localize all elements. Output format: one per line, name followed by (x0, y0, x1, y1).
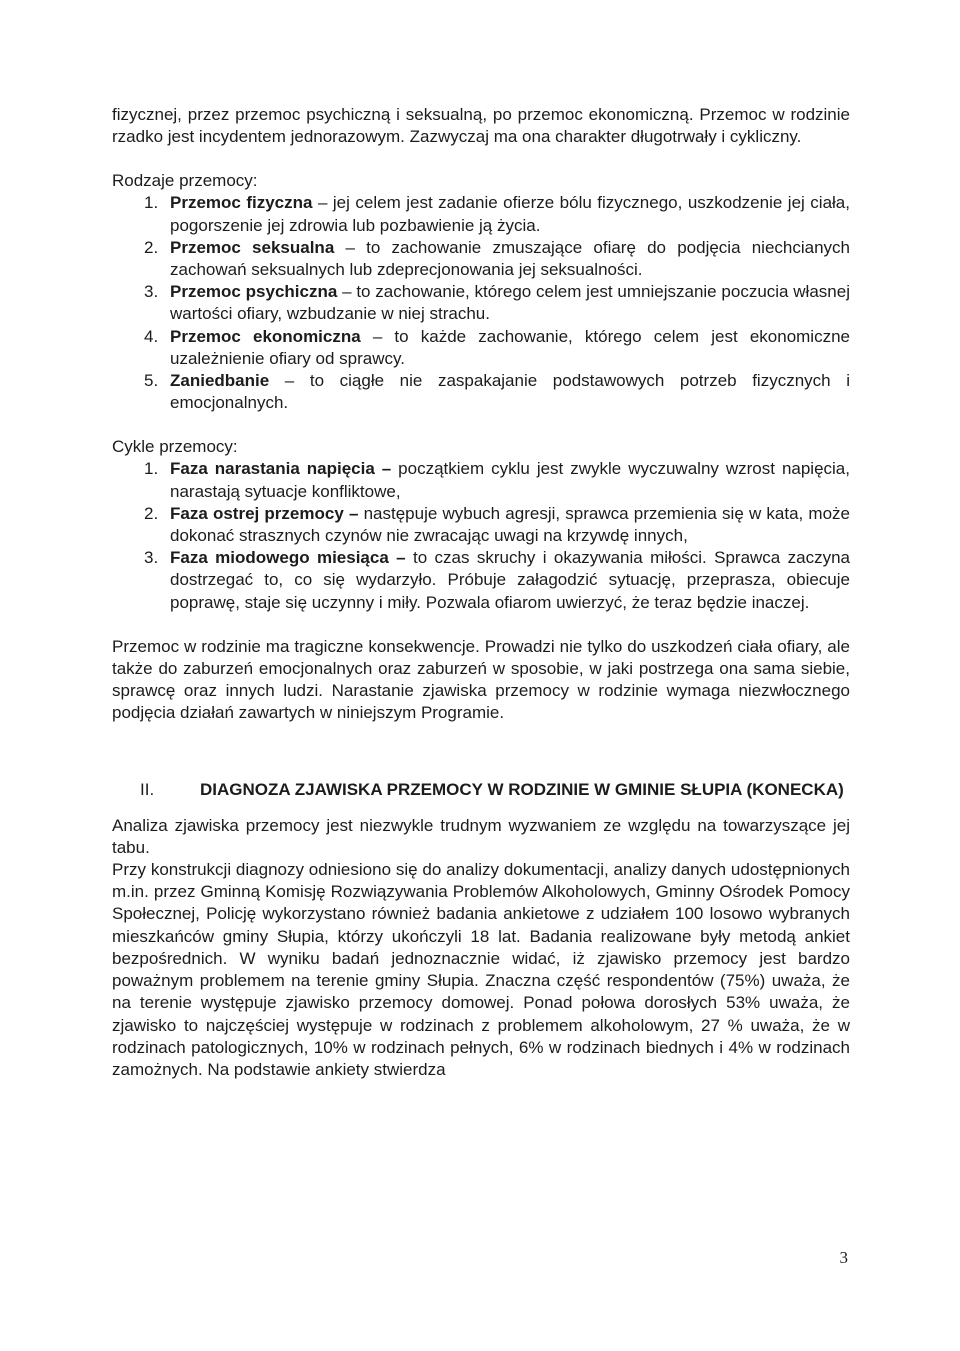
item-text: – to każde zachowanie, którego celem jest ekonomiczne uzależnienie ofiary od sprawcy. (170, 326, 850, 368)
document-page (112, 104, 850, 1081)
list-item (112, 326, 850, 370)
item-number: 1. (144, 459, 159, 479)
analysis-paragraph: Przy konstrukcji diagnozy odniesiono się do analizy dokumentacji, analizy danych udostępnionych m.in. przez Gminną Komisję Rozwiązywania Problemów Alkoholowych, Gminny Ośrodek Pomocy Społecznej, Policję wykorzystano również badania ankietowe z udziałem 100 losowo wybranych mieszkańców gminy Słupia, którzy ukończyli 18 lat. Badania realizowane były metodą ankiet bezpośrednich. W wyniku badań jednoznacznie widać, iż zjawisko przemocy jest bardzo poważnym problemem na terenie gminy Słupia. Znaczna część respondentów (75%) uważa, że na terenie występuje zjawisko przemocy domowej. Ponad połowa dorosłych 53% uważa, że zjawisko to najczęściej występuje w rodzinach z problemem alkoholowym, 27 % uważa, że w rodzinach patologicznych, 10% w rodzinach pełnych, 6% w rodzinach biednych i 4% w rodzinach zamożnych. Na podstawie ankiety stwierdza (112, 860, 850, 1079)
types-heading: Rodzaje przemocy: (112, 171, 258, 191)
item-number: 3. (144, 282, 159, 302)
item-term: Faza narastania napięcia – (170, 459, 392, 479)
list-item (112, 503, 850, 547)
item-number: 4. (144, 326, 159, 346)
list-item (112, 281, 850, 325)
item-term: Przemoc psychiczna (170, 282, 338, 302)
item-term: Przemoc seksualna (170, 237, 335, 257)
item-text: – to zachowanie, którego celem jest umniejszanie poczucia własnej wartości ofiary, wzbudzanie w niej strachu. (170, 282, 850, 324)
list-item (112, 192, 850, 236)
item-term: Przemoc ekonomiczna (170, 326, 361, 346)
item-text: – to zachowanie zmuszające ofiarę do podjęcia niechcianych zachowań seksualnych lub zdeprecjonowania jej seksualności. (170, 237, 851, 280)
item-text: – to ciągłe nie zaspakajanie podstawowych potrzeb fizycznych i emocjonalnych. (170, 371, 850, 413)
item-number: 5. (144, 371, 159, 391)
analysis-paragraph: Analiza zjawiska przemocy jest niezwykle trudnym wyzwaniem ze względu na towarzyszące jej tabu. (112, 815, 850, 857)
types-list (112, 192, 850, 414)
list-item (112, 237, 850, 281)
list-item (112, 370, 850, 414)
item-number: 3. (144, 548, 159, 568)
item-number: 2. (144, 503, 159, 523)
item-term: Zaniedbanie (170, 371, 270, 391)
page-number: 3 (839, 1248, 848, 1267)
consequences-paragraph: Przemoc w rodzinie ma tragiczne konsekwencje. Prowadzi nie tylko do uszkodzeń ciała ofiary, ale także do zaburzeń emocjonalnych oraz zaburzeń w sposobie, w jaki postrzega ona sama siebie, sprawcę oraz innych ludzi. Narastanie zjawiska przemocy w rodzinie wymaga niezwłocznego podjęcia działań zawartych w niniejszym Programie. (112, 636, 850, 723)
item-term: Faza ostrej przemocy – (170, 503, 359, 523)
cycles-list (112, 458, 850, 613)
item-text: początkiem cyklu jest zwykle wyczuwalny wzrost napięcia, narastają sytuacje konfliktowe, (170, 459, 850, 501)
list-item (112, 458, 850, 502)
section-heading (112, 779, 850, 801)
list-item (112, 547, 850, 614)
intro-paragraph: fizycznej, przez przemoc psychiczną i seksualną, po przemoc ekonomiczną. Przemoc w rodzinie rzadko jest incydentem jednorazowym. Zazwyczaj ma ona charakter długotrwały i cykliczny. (112, 105, 850, 147)
item-text: to czas skruchy i okazywania miłości. Sprawca zaczyna dostrzegać to, co się wydarzyło. Próbuje załagodzić sytuację, przeprasza, obiecuje poprawę, staje się uczynny i miły. Pozwala ofiarom uwierzyć, że teraz będzie inaczej. (170, 548, 850, 612)
item-term: Przemoc fizyczna (170, 193, 313, 213)
section-number: II. (140, 779, 155, 799)
item-text: – jej celem jest zadanie ofierze bólu fizycznego, uszkodzenie jej ciała, pogorszenie jej zdrowia lub pozbawienie ją życia. (170, 193, 850, 235)
cycles-heading: Cykle przemocy: (112, 437, 238, 457)
section-title: DIAGNOZA ZJAWISKA PRZEMOCY W RODZINIE W GMINIE SŁUPIA (KONECKA) (200, 779, 844, 799)
item-number: 2. (144, 237, 159, 257)
item-term: Faza miodowego miesiąca – (170, 548, 406, 568)
item-number: 1. (144, 193, 159, 213)
item-text: następuje wybuch agresji, sprawca przemienia się w kata, może dokonać strasznych czynów nie zwracając uwagi na krzywdę innych, (170, 503, 850, 546)
